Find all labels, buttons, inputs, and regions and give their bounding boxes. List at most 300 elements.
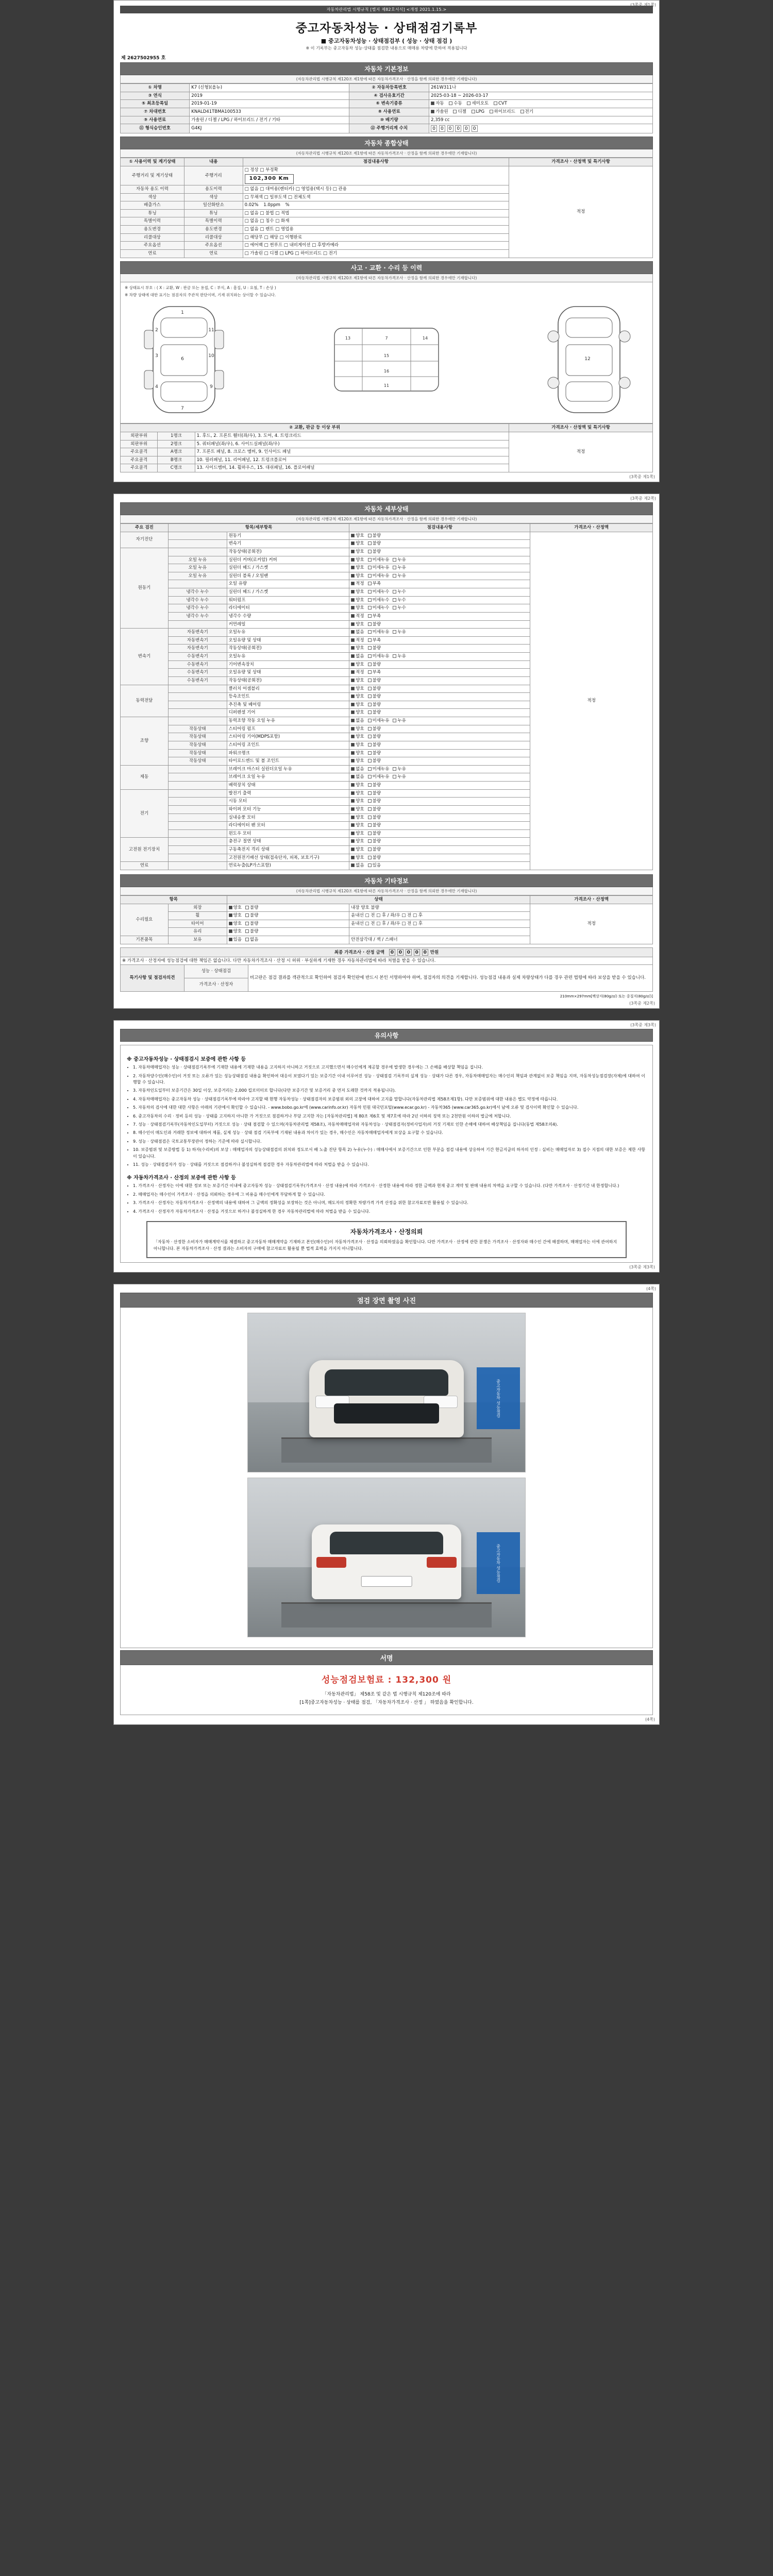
detail-options-1-4[interactable] [349, 580, 530, 588]
overall-detail-0[interactable] [243, 166, 509, 185]
detail-option-1-7-0[interactable] [351, 605, 364, 611]
detail-options-2-2[interactable] [349, 645, 530, 653]
detail-option-6-4-1[interactable] [368, 823, 381, 828]
checkbox-icon[interactable] [245, 906, 249, 909]
detail-option-4-3-0[interactable] [351, 742, 364, 748]
checkbox-icon[interactable] [368, 550, 372, 553]
detail-options-5-0[interactable] [349, 765, 530, 773]
checkbox-icon[interactable] [368, 719, 372, 722]
detail-option-2-0-2[interactable] [393, 630, 406, 635]
detail-options-5-2[interactable] [349, 782, 530, 790]
page-3-corner-tag: (3쪽중 제3쪽) [630, 1023, 656, 1028]
etc-option-0-0[interactable] [229, 905, 242, 911]
etc-option-1-1[interactable] [245, 913, 258, 919]
overall-detail-1[interactable]: □ 없음 □ 대여용(렌터카) □ 영업용(택시 등) □ 관용 [243, 185, 509, 193]
detail-options-6-4[interactable] [349, 822, 530, 830]
checkbox-icon[interactable] [393, 767, 396, 771]
detail-option-4-3-1[interactable] [368, 742, 381, 748]
checkbox-icon[interactable] [368, 687, 372, 690]
detail-option-5-0-2[interactable] [393, 767, 406, 772]
detail-option-4-0-1[interactable] [368, 718, 390, 724]
detail-option-label: 양호 [356, 815, 364, 820]
checkbox-icon[interactable] [351, 679, 355, 682]
overall-detail-9[interactable]: □ 가솔린 □ 디젤 □ LPG □ 하이브리드 □ 전기 [243, 249, 509, 258]
checkbox-icon[interactable] [368, 751, 372, 755]
checkbox-icon[interactable] [229, 913, 232, 917]
checkbox-icon[interactable] [393, 719, 396, 722]
detail-option-3-0-0[interactable] [351, 686, 364, 692]
detail-col-2: 점검내용사항 [349, 524, 530, 532]
detail-options-2-5[interactable] [349, 669, 530, 677]
detail-options-1-2[interactable] [349, 564, 530, 572]
detail-options-1-5[interactable] [349, 588, 530, 597]
detail-options-1-3[interactable] [349, 572, 530, 580]
detail-option-0-1-0[interactable] [351, 541, 364, 547]
detail-option-1-6-2[interactable] [393, 598, 406, 603]
checkbox-icon[interactable] [368, 590, 372, 594]
overall-detail-2[interactable]: □ 무채색 □ 일부도색 □ 전체도색 [243, 193, 509, 201]
fuel-lpg[interactable]: LPG [472, 109, 484, 115]
checkbox-icon[interactable] [368, 679, 372, 682]
checkbox-icon[interactable] [351, 598, 355, 602]
detail-option-8-0-1[interactable] [368, 863, 381, 869]
checkbox-icon[interactable] [368, 534, 372, 537]
detail-options-0-1[interactable] [349, 540, 530, 548]
checkbox-icon[interactable] [351, 751, 355, 755]
detail-options-2-3[interactable] [349, 653, 530, 661]
detail-option-5-0-0[interactable] [351, 767, 364, 772]
detail-options-4-4[interactable] [349, 749, 530, 757]
checkbox-icon[interactable] [368, 541, 372, 545]
checkbox-icon[interactable] [368, 759, 372, 762]
overall-detail-5[interactable]: □ 없음 □ 침수 □ 화재 [243, 217, 509, 226]
checkbox-icon[interactable] [368, 646, 372, 650]
detail-option-3-3-1[interactable] [368, 710, 381, 716]
detail-option-3-1-1[interactable] [368, 694, 381, 700]
fuel-gasoline[interactable]: 가솔린 [431, 109, 448, 115]
detail-option-1-0-1[interactable] [368, 549, 381, 555]
etc-item2-0[interactable]: 내장 양호 불량 [349, 904, 530, 912]
detail-option-label: 불량 [372, 662, 381, 667]
detail-options-1-6[interactable] [349, 596, 530, 604]
etc-options-4[interactable] [227, 936, 349, 944]
detail-option-4-5-0[interactable] [351, 758, 364, 764]
detail-option-2-3-1[interactable] [368, 654, 390, 659]
overall-detail-4[interactable]: □ 없음 □ 불법 □ 적법 [243, 209, 509, 217]
checkbox-icon[interactable] [351, 566, 355, 569]
etc-option-1-0[interactable] [229, 913, 242, 919]
checkbox-icon[interactable] [351, 743, 355, 747]
checkbox-icon[interactable] [351, 783, 355, 787]
detail-option-1-1-0[interactable] [351, 557, 364, 563]
detail-option-0-0-1[interactable] [368, 533, 381, 539]
detail-option-6-2-0[interactable] [351, 807, 364, 812]
detail-option-0-0-0[interactable] [351, 533, 364, 539]
detail-options-1-0[interactable] [349, 548, 530, 556]
checkbox-icon[interactable] [351, 727, 355, 731]
detail-option-1-5-2[interactable] [393, 589, 406, 595]
detail-option-5-2-0[interactable] [351, 783, 364, 788]
checkbox-icon[interactable] [393, 590, 396, 594]
detail-options-4-5[interactable] [349, 757, 530, 766]
etc-item2-1[interactable]: 윤내선 □ 전 □ 후 / 좌/우 □ 전 □ 후 [349, 912, 530, 920]
checkbox-icon[interactable] [245, 913, 249, 917]
checkbox-icon[interactable] [245, 929, 249, 933]
checkbox-icon[interactable] [351, 856, 355, 859]
checkbox-icon[interactable] [351, 735, 355, 738]
checkbox-icon[interactable] [368, 606, 372, 609]
checkbox-icon[interactable] [393, 558, 396, 562]
detail-option-4-2-1[interactable] [368, 734, 381, 740]
checkbox-icon[interactable] [368, 566, 372, 569]
detail-option-7-2-1[interactable] [368, 855, 381, 861]
detail-option-1-0-0[interactable] [351, 549, 364, 555]
detail-option-3-2-1[interactable] [368, 702, 381, 708]
detail-option-7-1-0[interactable] [351, 847, 364, 853]
detail-options-3-2[interactable] [349, 701, 530, 709]
detail-option-1-1-2[interactable] [393, 557, 406, 563]
checkbox-icon[interactable] [351, 759, 355, 762]
overall-detail-8[interactable]: □ 에어백 □ 썬루프 □ 내비게이션 □ 후방카메라 [243, 242, 509, 250]
checkbox-icon[interactable] [368, 767, 372, 771]
detail-options-4-1[interactable] [349, 725, 530, 733]
etc-options-3[interactable] [227, 928, 349, 936]
transmission-manual[interactable]: 수동 [449, 101, 462, 107]
detail-option-2-2-0[interactable] [351, 646, 364, 651]
odo-d5: 0 [472, 125, 478, 132]
etc-option-4-1[interactable] [245, 937, 258, 943]
checkbox-icon[interactable] [368, 783, 372, 787]
etc-option-label: 불량 [250, 921, 259, 926]
checkbox-icon[interactable] [368, 574, 372, 578]
detail-options-8-0[interactable] [349, 862, 530, 870]
detail-option-1-4-0[interactable] [351, 581, 364, 587]
checkbox-icon[interactable] [368, 663, 372, 666]
detail-options-7-2[interactable] [349, 854, 530, 862]
detail-option-5-1-2[interactable] [393, 774, 406, 780]
detail-option-4-0-2[interactable] [393, 718, 406, 724]
detail-options-5-1[interactable] [349, 773, 530, 782]
detail-option-3-3-0[interactable] [351, 710, 364, 716]
checkbox-icon[interactable] [351, 848, 355, 851]
checkbox-icon[interactable] [229, 929, 232, 933]
checkbox-icon[interactable] [351, 606, 355, 609]
detail-option-6-5-1[interactable] [368, 831, 381, 837]
checkbox-icon[interactable] [351, 582, 355, 585]
detail-options-3-3[interactable] [349, 709, 530, 717]
checkbox-icon[interactable] [351, 791, 355, 795]
detail-option-1-9-1[interactable] [368, 622, 381, 628]
detail-option-1-8-1[interactable] [368, 614, 381, 619]
checkbox-icon[interactable] [368, 558, 372, 562]
checkbox-icon[interactable] [393, 630, 396, 634]
detail-options-1-1[interactable] [349, 556, 530, 564]
detail-options-7-0[interactable] [349, 838, 530, 846]
detail-option-7-1-1[interactable] [368, 847, 381, 853]
checkbox-icon[interactable] [351, 534, 355, 537]
detail-option-1-5-1[interactable] [368, 589, 390, 595]
etc-item2-3[interactable] [349, 928, 530, 936]
checkbox-icon[interactable] [351, 614, 355, 618]
detail-options-4-0[interactable] [349, 717, 530, 725]
etc-item2-4[interactable]: 안전삼각대 / 잭 / 스패너 [349, 936, 530, 944]
checkbox-icon[interactable] [368, 799, 372, 803]
etc-item2-2[interactable]: 윤내선 □ 전 □ 후 / 좌/우 □ 전 □ 후 [349, 920, 530, 928]
detail-options-4-2[interactable] [349, 733, 530, 741]
checkbox-icon[interactable] [368, 710, 372, 714]
detail-option-4-4-1[interactable] [368, 751, 381, 756]
checkbox-icon[interactable] [351, 622, 355, 626]
etc-group-4: 기본품목 [121, 936, 169, 944]
detail-option-6-0-1[interactable] [368, 791, 381, 796]
basic-label-0b: ② 자동차등록번호 [349, 84, 429, 92]
checkbox-icon[interactable] [351, 654, 355, 658]
checkbox-icon[interactable] [351, 863, 355, 867]
checkbox-icon[interactable] [368, 694, 372, 698]
checkbox-icon[interactable] [351, 663, 355, 666]
checkbox-icon[interactable] [393, 598, 396, 602]
detail-option-2-2-1[interactable] [368, 646, 381, 651]
checkbox-icon[interactable] [393, 775, 396, 778]
detail-option-1-9-0[interactable] [351, 622, 364, 628]
checkbox-icon[interactable] [351, 816, 355, 819]
detail-option-1-8-0[interactable] [351, 614, 364, 619]
detail-option-1-3-2[interactable] [393, 573, 406, 579]
etc-option-3-1[interactable] [245, 929, 258, 935]
checkbox-icon[interactable] [368, 823, 372, 827]
checkbox-icon[interactable] [229, 922, 232, 925]
checkbox-icon[interactable] [368, 727, 372, 731]
detail-option-5-1-0[interactable] [351, 774, 364, 780]
checkbox-icon[interactable] [351, 719, 355, 722]
checkbox-icon[interactable] [368, 807, 372, 811]
detail-option-label: 미세누유 [372, 565, 390, 571]
checkbox-icon[interactable] [351, 807, 355, 811]
detail-group-7: 고전원 전기장치 [121, 838, 169, 862]
fuel-diesel[interactable]: 디젤 [453, 109, 466, 115]
detail-option-6-4-0[interactable] [351, 823, 364, 828]
detail-options-4-3[interactable] [349, 741, 530, 749]
detail-option-1-1-1[interactable] [368, 557, 390, 563]
detail-option-2-0-1[interactable] [368, 630, 390, 635]
detail-option-6-1-0[interactable] [351, 799, 364, 804]
detail-options-6-5[interactable] [349, 829, 530, 838]
detail-item-2-0: 오일누유 [227, 629, 349, 637]
checkbox-icon[interactable] [368, 775, 372, 778]
detail-options-3-0[interactable] [349, 685, 530, 693]
checkbox-icon[interactable] [351, 839, 355, 843]
detail-option-label: 불량 [372, 646, 381, 651]
checkbox-icon[interactable] [368, 630, 372, 634]
checkbox-icon[interactable] [368, 816, 372, 819]
detail-option-2-6-0[interactable] [351, 678, 364, 684]
checkbox-icon[interactable] [368, 791, 372, 795]
detail-option-2-4-0[interactable] [351, 662, 364, 668]
checkbox-icon[interactable] [368, 670, 372, 674]
detail-options-6-1[interactable] [349, 798, 530, 806]
checkbox-icon[interactable] [351, 670, 355, 674]
checkbox-icon[interactable] [368, 582, 372, 585]
detail-option-7-2-0[interactable] [351, 855, 364, 861]
etc-options-0[interactable] [227, 904, 349, 912]
detail-options-7-1[interactable] [349, 846, 530, 854]
etc-option-4-0[interactable] [229, 937, 242, 943]
checkbox-icon[interactable] [351, 775, 355, 778]
detail-option-4-1-1[interactable] [368, 726, 381, 732]
detail-option-3-0-1[interactable] [368, 686, 381, 692]
detail-option-8-0-0[interactable] [351, 863, 364, 869]
checkbox-icon[interactable] [368, 654, 372, 658]
detail-option-2-5-1[interactable] [368, 670, 381, 675]
checkbox-icon[interactable] [351, 799, 355, 803]
detail-option-6-3-0[interactable] [351, 815, 364, 821]
etc-option-3-0[interactable] [229, 929, 242, 935]
detail-option-6-1-1[interactable] [368, 799, 381, 804]
checkbox-icon[interactable] [351, 694, 355, 698]
checkbox-icon[interactable] [368, 703, 372, 706]
etc-option-0-1[interactable] [245, 905, 258, 911]
checkbox-icon[interactable] [393, 606, 396, 609]
detail-option-6-3-1[interactable] [368, 815, 381, 821]
detail-options-6-2[interactable] [349, 805, 530, 814]
checkbox-icon[interactable] [245, 922, 249, 925]
detail-options-2-1[interactable] [349, 636, 530, 645]
checkbox-icon[interactable] [368, 638, 372, 642]
checkbox-icon[interactable] [368, 598, 372, 602]
checkbox-icon[interactable] [368, 614, 372, 618]
checkbox-icon[interactable] [351, 703, 355, 706]
etc-options-1[interactable] [227, 912, 349, 920]
detail-option-1-5-0[interactable] [351, 589, 364, 595]
detail-option-3-1-0[interactable] [351, 694, 364, 700]
detail-option-1-2-0[interactable] [351, 565, 364, 571]
checkbox-icon[interactable] [393, 654, 396, 658]
detail-option-6-2-1[interactable] [368, 807, 381, 812]
checkbox-icon[interactable] [351, 767, 355, 771]
detail-option-1-7-2[interactable] [393, 605, 406, 611]
detail-options-1-7[interactable] [349, 604, 530, 613]
detail-option-4-0-0[interactable] [351, 718, 364, 724]
detail-option-2-3-0[interactable] [351, 654, 364, 659]
checkbox-icon[interactable] [393, 566, 396, 569]
checkbox-icon[interactable] [368, 863, 372, 867]
checkbox-icon[interactable] [351, 574, 355, 578]
checkbox-icon[interactable] [351, 832, 355, 835]
checkbox-icon[interactable] [393, 574, 396, 578]
detail-options-0-0[interactable] [349, 532, 530, 540]
detail-option-4-5-1[interactable] [368, 758, 381, 764]
transmission-semiauto[interactable]: 세미오토 [467, 101, 489, 107]
fuel-hybrid[interactable]: 하이브리드 [490, 109, 515, 115]
overall-col-2: 점검내용사항 [243, 158, 509, 166]
checkbox-icon[interactable] [368, 735, 372, 738]
detail-option-7-0-1[interactable] [368, 839, 381, 844]
detail-options-6-0[interactable] [349, 789, 530, 798]
etc-option-2-1[interactable] [245, 921, 258, 927]
checkbox-icon[interactable] [368, 743, 372, 747]
checkbox-icon[interactable] [351, 590, 355, 594]
checkbox-icon[interactable] [351, 710, 355, 714]
detail-option-1-6-1[interactable] [368, 598, 390, 603]
detail-option-2-4-1[interactable] [368, 662, 381, 668]
detail-option-label: 적정 [356, 613, 364, 619]
detail-option-7-0-0[interactable] [351, 839, 364, 844]
checkbox-icon[interactable] [245, 938, 249, 941]
detail-options-3-1[interactable] [349, 693, 530, 701]
detail-option-4-4-0[interactable] [351, 751, 364, 756]
checkbox-icon[interactable] [351, 638, 355, 642]
detail-option-1-2-1[interactable] [368, 565, 390, 571]
detail-option-5-1-1[interactable] [368, 774, 390, 780]
checkbox-icon[interactable] [229, 938, 232, 941]
checkbox-icon[interactable] [351, 630, 355, 634]
basic-label-3b: ⑧ 사용연료 [349, 108, 429, 116]
page-4-corner-tag: (4쪽) [646, 1286, 656, 1292]
detail-option-2-1-0[interactable] [351, 638, 364, 643]
detail-option-1-3-1[interactable] [368, 573, 390, 579]
detail-option-4-1-0[interactable] [351, 726, 364, 732]
detail-option-6-5-0[interactable] [351, 831, 364, 837]
checkbox-icon[interactable] [351, 687, 355, 690]
checkbox-icon[interactable] [351, 541, 355, 545]
detail-options-1-9[interactable] [349, 620, 530, 629]
checkbox-icon[interactable] [351, 550, 355, 553]
checkbox-icon[interactable] [368, 622, 372, 626]
checkbox-icon[interactable] [229, 906, 232, 909]
detail-option-2-0-0[interactable] [351, 630, 364, 635]
detail-options-2-4[interactable] [349, 660, 530, 669]
detail-option-2-6-1[interactable] [368, 678, 381, 684]
checkbox-icon[interactable] [368, 839, 372, 843]
checkbox-icon[interactable] [368, 848, 372, 851]
notice-item-5: • 6. 중고자동차의 수리 · 정비 등의 성능 · 상태를 고지하지 아니한 가 거짓으로 점검하거나 부당 고지한 자는 [자동차관리법] 제 80조 제6호 및 제7호에 따라 2년 이하의 징역 또는 2천만원 이하의 벌금에 처합니다. [133, 1113, 645, 1120]
detail-options-2-0[interactable] [349, 629, 530, 637]
detail-option-1-4-1[interactable] [368, 581, 381, 587]
detail-options-6-3[interactable] [349, 814, 530, 822]
etc-options-2[interactable] [227, 920, 349, 928]
detail-option-6-0-0[interactable] [351, 791, 364, 796]
detail-option-2-3-2[interactable] [393, 654, 406, 659]
overall-detail-7[interactable]: □ 해당무 □ 해당 □ 이행완료 [243, 233, 509, 242]
detail-option-1-3-0[interactable] [351, 573, 364, 579]
detail-option-1-7-1[interactable] [368, 605, 390, 611]
checkbox-icon[interactable] [351, 558, 355, 562]
detail-option-3-2-0[interactable] [351, 702, 364, 708]
detail-option-5-0-1[interactable] [368, 767, 390, 772]
detail-option-4-2-0[interactable] [351, 734, 364, 740]
checkbox-icon[interactable] [351, 823, 355, 827]
detail-options-2-6[interactable] [349, 676, 530, 685]
etc-option-2-0[interactable] [229, 921, 242, 927]
detail-option-1-2-2[interactable] [393, 565, 406, 571]
checkbox-icon[interactable] [368, 832, 372, 835]
detail-option-1-6-0[interactable] [351, 598, 364, 603]
overall-detail-6[interactable]: □ 없음 □ 렌트 □ 영업용 [243, 226, 509, 234]
detail-option-5-2-1[interactable] [368, 783, 381, 788]
sign-foot-1: 「자동차관리법」 제58조 및 같은 법 시행규칙 제120조에 따라 [322, 1692, 451, 1698]
detail-option-2-5-0[interactable] [351, 670, 364, 675]
detail-options-1-8[interactable] [349, 612, 530, 620]
detail-option-2-1-1[interactable] [368, 638, 381, 643]
checkbox-icon[interactable] [368, 856, 372, 859]
detail-option-0-1-1[interactable] [368, 541, 381, 547]
fuel-electric[interactable]: 전기 [520, 109, 533, 115]
remarks-body[interactable]: 비고란은 점검 결과를 객관적으로 확인하여 점검자 확인란에 반드시 본인 서명하여야 하며, 점검자의 의견을 기재합니다. 성능점검 내용과 실제 차량상태가 다를 경우 관련 법령에 따라 보상을 받을 수 있습니다. [248, 965, 652, 992]
sign-foot-2: [1쪽]중고자동차성능 · 상태를 점검, 「자동차가격조사 · 산정 」 하였음을 확인합니다. [299, 1700, 474, 1706]
checkbox-icon[interactable] [351, 646, 355, 650]
transmission-cvt[interactable]: CVT [494, 101, 507, 107]
transmission-auto[interactable]: 자동 [431, 101, 444, 107]
